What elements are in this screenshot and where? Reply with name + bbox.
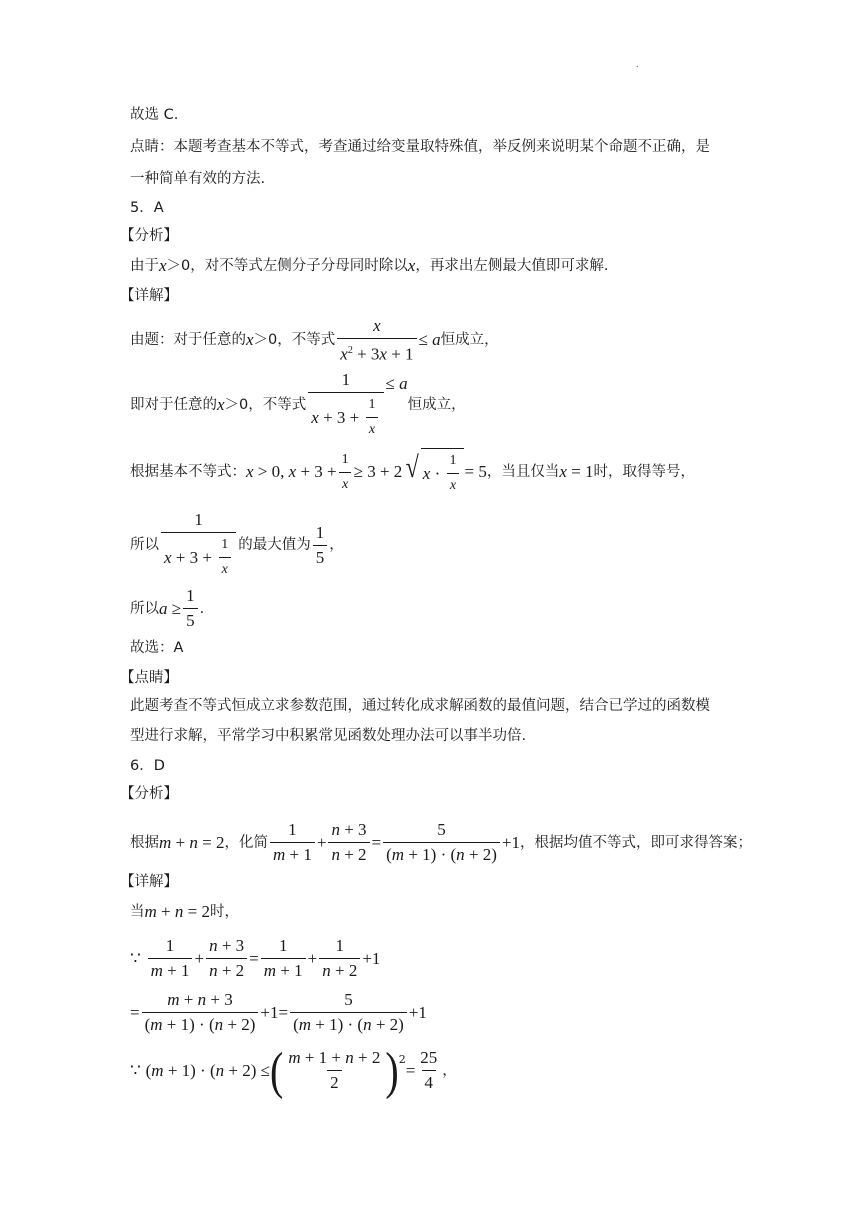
comment-line-2: 一种简单有效的方法. [130, 171, 266, 187]
fraction: $\frac{25}{4}$ [420, 1048, 438, 1092]
q6-number: 6．D [130, 758, 165, 774]
q5-step-5: 所以 a ≥ $\frac{1}{5}$ . [130, 586, 205, 630]
fraction: $\frac{1}{m + 1}$ [261, 936, 306, 981]
q6-analysis-text: 根据 m + n = 2 ，化简 $\frac{1}{m + 1}$ + $\frac{n + 3}{n + 2}$ = $\frac{5}{(m + 1) \cdot (n + 2)}$ +1 ，根据均值不等式，即可求得答案； [130, 820, 752, 864]
q5-step-1: 由题：对于任意的 x ＞0，不等式 $\frac{x}{x^2 + 3x + 1}$ ≤ a 恒成立， [130, 316, 499, 364]
q5-comment-1: 此题考查不等式恒成立求参数范围，通过转化成求解函数的最值问题，结合已学过的函数模 [130, 698, 710, 714]
q5-step-4: 所以 1 x + 3 + $\frac{1}{x}$ 的最大值为 $\frac{1}{5}$ ， [130, 510, 344, 580]
q5-analysis-label: 【分析】 [120, 228, 178, 244]
fraction: $\frac{5}{(m + 1) \cdot (n + 2)}$ [383, 820, 500, 865]
fraction: $\frac{1}{x}$ [339, 450, 352, 495]
q5-comment-label: 【点睛】 [120, 670, 178, 686]
q5-number: 5．A [130, 200, 164, 216]
header-mark: . [636, 60, 639, 69]
fraction: $\frac{m + 1 + n + 2}{2}$ [288, 1048, 381, 1092]
q6-step-4: ∵ (m + 1) · (n + 2) ≤ ( $\frac{m + 1 + n + 2}{2}$ ) $^2$ = $\frac{25}{4}$ ， [130, 1040, 457, 1100]
conclusion-line: 故选 C. [130, 107, 179, 123]
fraction: 1 x + 3 + $\frac{1}{x}$ [161, 510, 236, 580]
q6-analysis-label: 【分析】 [120, 786, 178, 802]
fraction: $\frac{x}{x^2 + 3x + 1}$ [337, 316, 416, 365]
q5-answer: 故选：A [130, 640, 184, 656]
q5-detail-label: 【详解】 [120, 288, 178, 304]
q6-step-1: 当 m + n = 2 时， [130, 902, 239, 921]
fraction: $\frac{1}{m + 1}$ [270, 820, 315, 865]
fraction: $\frac{5}{(m + 1) \cdot (n + 2)}$ [290, 990, 407, 1035]
q6-step-3: = $\frac{m + n + 3}{(m + 1) \cdot (n + 2)}$ +1= $\frac{5}{(m + 1) \cdot (n + 2)}$ +1 [130, 990, 427, 1034]
fraction: $\frac{1}{5}$ [183, 586, 198, 631]
q5-comment-2: 型进行求解，平常学习中积累常见函数处理办法可以事半功倍. [130, 728, 527, 744]
q5-analysis-text: 由于 x ＞0，对不等式左侧分子分母同时除以 x ，再求出左侧最大值即可求解. [130, 256, 609, 275]
fraction: $\frac{1}{5}$ [313, 523, 328, 568]
fraction: $\frac{n + 3}{n + 2}$ [206, 936, 247, 981]
comment-line-1: 点睛：本题考查基本不等式，考查通过给变量取特殊值，举反例来说明某个命题不正确，是 [130, 139, 710, 155]
fraction: $\frac{m + n + 3}{(m + 1) \cdot (n + 2)}$ [142, 990, 259, 1035]
q5-step-3: 根据基本不等式： x > 0, x + 3 + $\frac{1}{x}$ ≥ 3 + 2 √ x · $\frac{1}{x}$ = 5 ，当且仅当 x = 1 时，取得等号， [130, 448, 695, 496]
q5-step-2: 即对于任意的 x ＞0，不等式 1 x + 3 + $\frac{1}{x}$ ≤ a 恒成立， [130, 370, 466, 440]
q6-detail-label: 【详解】 [120, 874, 178, 890]
fraction: $\frac{1}{m + 1}$ [148, 936, 193, 981]
fraction: 1 x + 3 + $\frac{1}{x}$ [308, 370, 383, 440]
fraction: $\frac{n + 3}{n + 2}$ [328, 820, 369, 865]
q6-step-2: ∵ $\frac{1}{m + 1}$ + $\frac{n + 3}{n + 2}$ = $\frac{1}{m + 1}$ + $\frac{1}{n + 2}$ +1 [130, 936, 381, 980]
fraction: $\frac{1}{n + 2}$ [319, 936, 360, 981]
square-root: √ x · $\frac{1}{x}$ [404, 448, 464, 496]
